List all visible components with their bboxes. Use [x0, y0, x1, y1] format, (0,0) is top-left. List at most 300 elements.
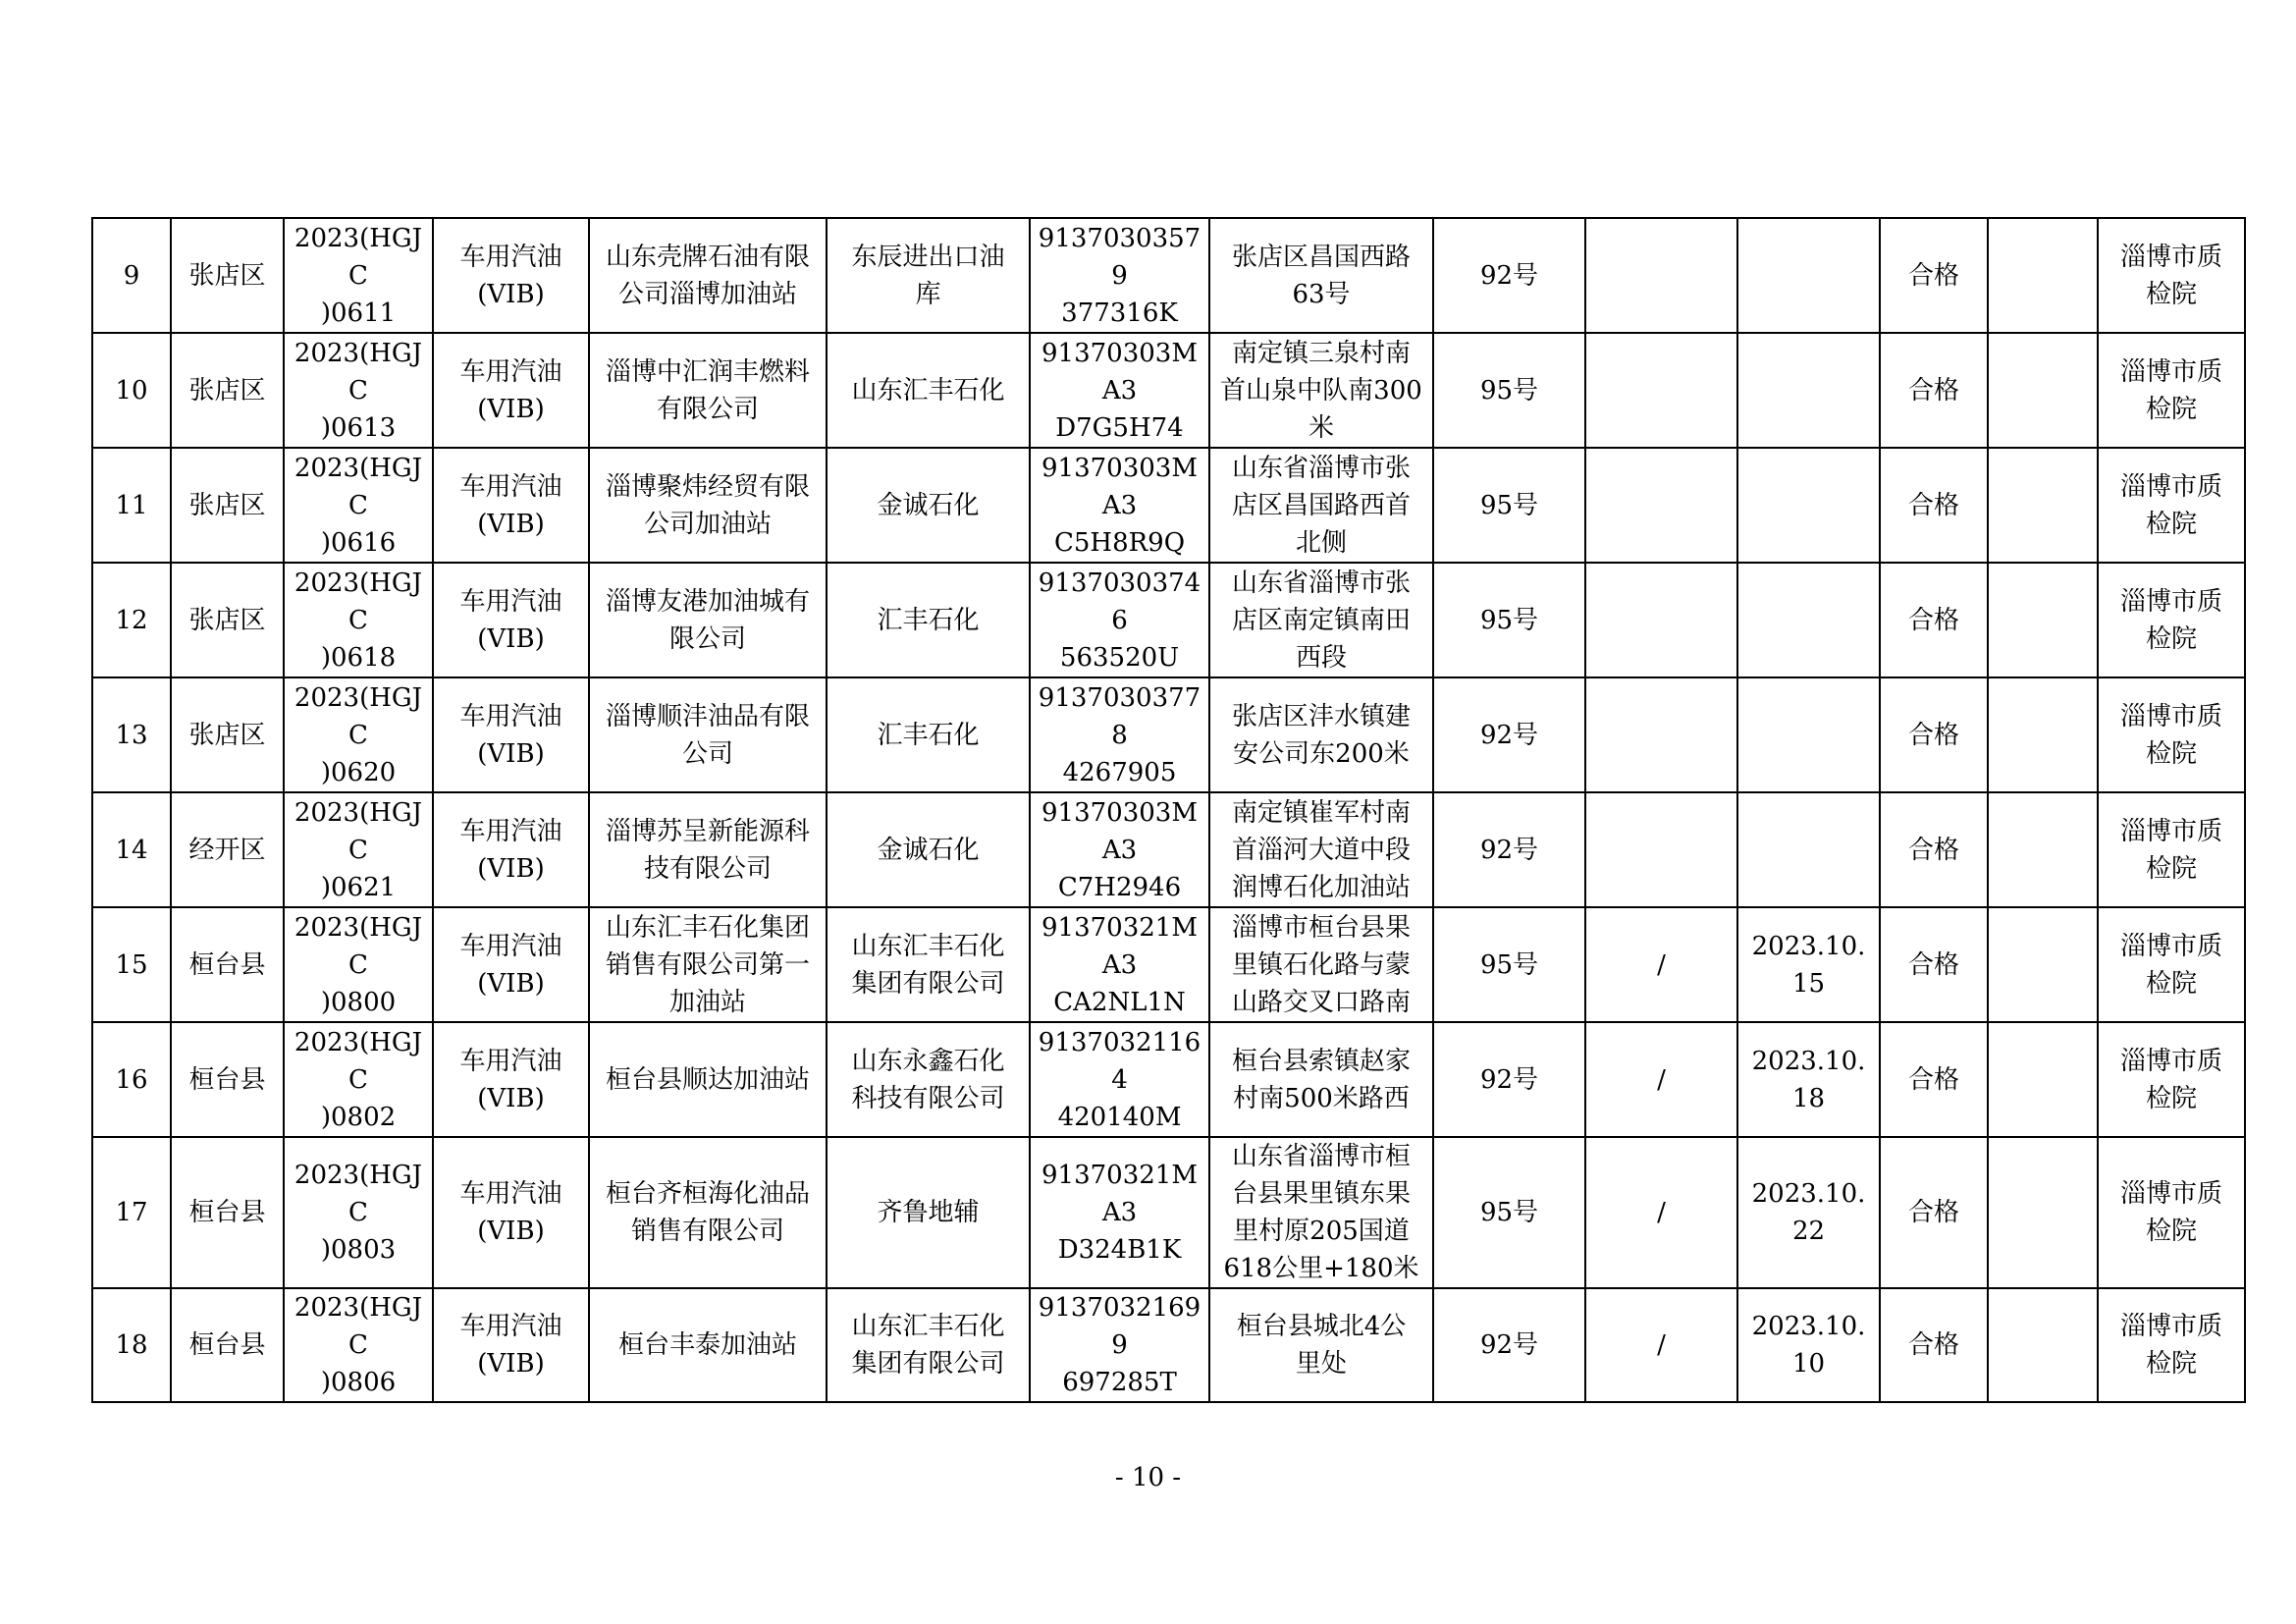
row-number: 17 — [92, 1137, 171, 1288]
company-name-cell — [589, 1137, 827, 1288]
result-cell: 合格 — [1880, 333, 1988, 448]
credit-code-cell-line: CA2NL1N — [1053, 987, 1186, 1017]
address-cell-line: 南定镇三泉村南 — [1231, 338, 1411, 368]
credit-code-cell-line: 420140M — [1057, 1102, 1182, 1132]
grade-cell: 92号 — [1433, 218, 1585, 333]
sample-code-cell-line: )0803 — [320, 1235, 397, 1265]
table-row — [92, 1022, 2245, 1137]
inspection-results-table — [91, 217, 2246, 1403]
company-name-cell-line: 公司加油站 — [643, 509, 772, 539]
table-row — [92, 563, 2245, 677]
product-cell — [433, 1137, 589, 1288]
result-cell: 合格 — [1880, 907, 1988, 1022]
remark-cell — [1988, 448, 2098, 563]
company-name-cell-line: 淄博顺沣油品有限 — [605, 701, 810, 731]
production-date-cell-line: 15 — [1791, 968, 1826, 999]
credit-code-cell — [1030, 1288, 1209, 1402]
product-cell-line: (VIB) — [477, 1217, 545, 1246]
agency-cell — [2098, 333, 2245, 448]
credit-code-cell-line: 91370321MA3 — [1041, 1161, 1198, 1227]
result-cell: 合格 — [1880, 563, 1988, 677]
product-cell — [433, 1288, 589, 1402]
agency-cell-line: 淄博市质 — [2119, 586, 2222, 617]
product-cell-line: (VIB) — [477, 1083, 545, 1113]
agency-cell-line: 淄博市质 — [2119, 242, 2222, 272]
company-name-cell — [589, 333, 827, 448]
address-cell-line: 米 — [1308, 412, 1334, 443]
sample-code-cell — [284, 448, 433, 563]
company-name-cell — [589, 218, 827, 333]
supplier-cell-line: 科技有限公司 — [851, 1083, 1005, 1113]
district-cell: 桓台县 — [171, 1022, 284, 1137]
supplier-cell — [827, 677, 1030, 792]
address-cell — [1209, 218, 1433, 333]
supplier-cell-line: 金诚石化 — [877, 490, 980, 520]
address-cell-line: 山东省淄博市桓 — [1231, 1142, 1411, 1171]
standard-cell — [1585, 563, 1737, 677]
result-cell: 合格 — [1880, 1022, 1988, 1137]
production-date-cell-line: 18 — [1791, 1083, 1826, 1113]
product-cell-line: 车用汽油 — [459, 242, 562, 272]
address-cell-line: 桓台县索镇赵家 — [1231, 1046, 1411, 1076]
supplier-cell — [827, 1288, 1030, 1402]
credit-code-cell — [1030, 907, 1209, 1022]
sample-code-cell — [284, 677, 433, 792]
production-date-cell-line: 2023.10. — [1751, 1179, 1866, 1209]
agency-cell-line: 淄博市质 — [2119, 471, 2222, 502]
grade-cell: 95号 — [1433, 448, 1585, 563]
production-date-cell — [1737, 1137, 1880, 1288]
address-cell-line: 北侧 — [1295, 527, 1347, 558]
agency-cell — [2098, 677, 2245, 792]
company-name-cell-line: 山东壳牌石油有限 — [605, 242, 810, 272]
address-cell-line: 店区南定镇南田 — [1231, 605, 1411, 635]
address-cell-line: 首山泉中队南300 — [1220, 375, 1422, 406]
row-number: 18 — [92, 1288, 171, 1402]
agency-cell — [2098, 907, 2245, 1022]
company-name-cell-line: 加油站 — [668, 987, 746, 1017]
production-date-cell-line: 2023.10. — [1751, 1046, 1866, 1076]
company-name-cell-line: 有限公司 — [656, 394, 759, 424]
grade-cell: 95号 — [1433, 1137, 1585, 1288]
address-cell — [1209, 448, 1433, 563]
credit-code-cell-line: 377316K — [1061, 298, 1178, 328]
agency-cell — [2098, 792, 2245, 907]
product-cell-line: 车用汽油 — [459, 816, 562, 846]
standard-cell — [1585, 218, 1737, 333]
table-row — [92, 1137, 2245, 1288]
agency-cell — [2098, 1288, 2245, 1402]
sample-code-cell-line: 2023(HGJC — [294, 223, 423, 291]
table-row — [92, 1288, 2245, 1402]
credit-code-cell-line: D324B1K — [1057, 1235, 1182, 1265]
credit-code-cell — [1030, 563, 1209, 677]
standard-cell: / — [1585, 907, 1737, 1022]
product-cell — [433, 1022, 589, 1137]
remark-cell — [1988, 218, 2098, 333]
supplier-cell-line: 金诚石化 — [877, 835, 980, 865]
product-cell — [433, 333, 589, 448]
standard-cell — [1585, 677, 1737, 792]
agency-cell-line: 检院 — [2145, 394, 2197, 424]
grade-cell: 95号 — [1433, 333, 1585, 448]
standard-cell — [1585, 792, 1737, 907]
production-date-cell-line: 10 — [1791, 1349, 1826, 1379]
production-date-cell — [1737, 218, 1880, 333]
production-date-cell — [1737, 792, 1880, 907]
sample-code-cell-line: )0800 — [320, 987, 397, 1017]
sample-code-cell-line: )0611 — [320, 298, 397, 328]
production-date-cell-line: 22 — [1791, 1217, 1826, 1246]
agency-cell — [2098, 448, 2245, 563]
production-date-cell — [1737, 448, 1880, 563]
district-cell: 张店区 — [171, 677, 284, 792]
district-cell: 张店区 — [171, 333, 284, 448]
agency-cell — [2098, 1137, 2245, 1288]
remark-cell — [1988, 1022, 2098, 1137]
product-cell-line: (VIB) — [477, 394, 545, 424]
production-date-cell-line: 2023.10. — [1751, 1312, 1866, 1341]
agency-cell-line: 检院 — [2145, 1217, 2197, 1246]
credit-code-cell-line: 91370303746 — [1038, 568, 1201, 635]
production-date-cell — [1737, 563, 1880, 677]
sample-code-cell-line: 2023(HGJC — [294, 912, 423, 980]
sample-code-cell-line: )0806 — [320, 1368, 397, 1397]
address-cell-line: 首淄河大道中段 — [1231, 835, 1411, 865]
remark-cell — [1988, 907, 2098, 1022]
product-cell-line: 车用汽油 — [459, 471, 562, 502]
credit-code-cell — [1030, 1137, 1209, 1288]
address-cell-line: 店区昌国路西首 — [1231, 490, 1411, 520]
supplier-cell — [827, 448, 1030, 563]
row-number: 12 — [92, 563, 171, 677]
address-cell — [1209, 333, 1433, 448]
product-cell-line: 车用汽油 — [459, 701, 562, 731]
sample-code-cell-line: )0618 — [320, 642, 397, 673]
product-cell — [433, 907, 589, 1022]
production-date-cell — [1737, 907, 1880, 1022]
agency-cell-line: 淄博市质 — [2119, 701, 2222, 731]
remark-cell — [1988, 792, 2098, 907]
product-cell-line: (VIB) — [477, 279, 545, 309]
table-row — [92, 792, 2245, 907]
address-cell-line: 村南500米路西 — [1233, 1083, 1410, 1113]
product-cell — [433, 792, 589, 907]
credit-code-cell-line: 91370321164 — [1038, 1027, 1201, 1095]
standard-cell: / — [1585, 1288, 1737, 1402]
agency-cell — [2098, 563, 2245, 677]
address-cell-line: 山路交叉口路南 — [1231, 987, 1411, 1017]
credit-code-cell-line: 91370303MA3 — [1041, 338, 1198, 406]
address-cell-line: 张店区昌国西路 — [1231, 242, 1411, 272]
product-cell-line: 车用汽油 — [459, 1046, 562, 1076]
district-cell: 张店区 — [171, 218, 284, 333]
address-cell — [1209, 907, 1433, 1022]
supplier-cell-line: 汇丰石化 — [877, 720, 980, 750]
address-cell-line: 台县果里镇东果 — [1231, 1179, 1411, 1209]
grade-cell: 92号 — [1433, 792, 1585, 907]
product-cell — [433, 563, 589, 677]
sample-code-cell-line: 2023(HGJC — [294, 568, 423, 635]
result-cell: 合格 — [1880, 218, 1988, 333]
district-cell: 张店区 — [171, 563, 284, 677]
credit-code-cell-line: 91370321699 — [1038, 1293, 1201, 1360]
supplier-cell — [827, 333, 1030, 448]
grade-cell: 92号 — [1433, 1022, 1585, 1137]
result-cell: 合格 — [1880, 448, 1988, 563]
address-cell-line: 淄博市桓台县果 — [1231, 912, 1411, 943]
credit-code-cell-line: 91370303778 — [1038, 682, 1201, 750]
address-cell-line: 润博石化加油站 — [1231, 872, 1411, 902]
agency-cell-line: 检院 — [2145, 509, 2197, 539]
company-name-cell-line: 限公司 — [668, 623, 746, 654]
row-number: 9 — [92, 218, 171, 333]
agency-cell — [2098, 1022, 2245, 1137]
production-date-cell — [1737, 677, 1880, 792]
production-date-cell-line: 2023.10. — [1751, 931, 1866, 961]
page-number: - 10 - — [1114, 1463, 1182, 1492]
sample-code-cell — [284, 1288, 433, 1402]
grade-cell: 95号 — [1433, 563, 1585, 677]
company-name-cell-line: 公司 — [681, 738, 733, 769]
sample-code-cell-line: )0613 — [320, 412, 397, 443]
supplier-cell — [827, 792, 1030, 907]
supplier-cell-line: 集团有限公司 — [851, 1349, 1005, 1379]
company-name-cell — [589, 907, 827, 1022]
grade-cell: 95号 — [1433, 907, 1585, 1022]
address-cell — [1209, 1288, 1433, 1402]
address-cell-line: 西段 — [1295, 642, 1347, 673]
company-name-cell-line: 销售有限公司 — [630, 1217, 784, 1246]
credit-code-cell-line: 91370321MA3 — [1041, 912, 1198, 980]
agency-cell-line: 检院 — [2145, 1083, 2197, 1113]
company-name-cell-line: 桓台齐桓海化油品 — [605, 1179, 810, 1209]
address-cell — [1209, 563, 1433, 677]
district-cell: 张店区 — [171, 448, 284, 563]
sample-code-cell-line: 2023(HGJC — [294, 453, 423, 520]
result-cell: 合格 — [1880, 1137, 1988, 1288]
product-cell-line: 车用汽油 — [459, 1179, 562, 1209]
supplier-cell — [827, 563, 1030, 677]
credit-code-cell-line: D7G5H74 — [1055, 412, 1184, 443]
address-cell-line: 安公司东200米 — [1233, 738, 1410, 769]
credit-code-cell-line: 4267905 — [1062, 757, 1177, 787]
agency-cell-line: 淄博市质 — [2119, 1179, 2222, 1209]
supplier-cell — [827, 907, 1030, 1022]
product-cell-line: (VIB) — [477, 738, 545, 769]
sample-code-cell — [284, 218, 433, 333]
sample-code-cell — [284, 563, 433, 677]
production-date-cell — [1737, 1022, 1880, 1137]
credit-code-cell — [1030, 333, 1209, 448]
product-cell-line: (VIB) — [477, 968, 545, 999]
product-cell-line: (VIB) — [477, 1349, 545, 1379]
table-row — [92, 677, 2245, 792]
remark-cell — [1988, 333, 2098, 448]
result-cell: 合格 — [1880, 792, 1988, 907]
sample-code-cell-line: 2023(HGJC — [294, 1293, 423, 1360]
row-number: 10 — [92, 333, 171, 448]
agency-cell-line: 淄博市质 — [2119, 1312, 2222, 1341]
agency-cell-line: 检院 — [2145, 1349, 2197, 1379]
sample-code-cell — [284, 1137, 433, 1288]
product-cell-line: 车用汽油 — [459, 931, 562, 961]
company-name-cell-line: 淄博苏呈新能源科 — [605, 816, 810, 846]
sample-code-cell — [284, 907, 433, 1022]
district-cell: 经开区 — [171, 792, 284, 907]
supplier-cell-line: 山东汇丰石化 — [851, 375, 1005, 406]
supplier-cell-line: 集团有限公司 — [851, 968, 1005, 999]
address-cell-line: 山东省淄博市张 — [1231, 453, 1411, 483]
company-name-cell-line: 公司淄博加油站 — [617, 279, 797, 309]
table-row — [92, 907, 2245, 1022]
agency-cell-line: 淄博市质 — [2119, 816, 2222, 846]
sample-code-cell-line: 2023(HGJC — [294, 1161, 423, 1227]
remark-cell — [1988, 563, 2098, 677]
credit-code-cell-line: 91370303579 — [1038, 223, 1201, 291]
table-row — [92, 448, 2245, 563]
credit-code-cell — [1030, 218, 1209, 333]
credit-code-cell-line: 91370303MA3 — [1041, 797, 1198, 865]
address-cell-line: 里镇石化路与蒙 — [1231, 949, 1411, 980]
company-name-cell — [589, 1022, 827, 1137]
agency-cell-line: 淄博市质 — [2119, 356, 2222, 387]
address-cell-line: 南定镇崔军村南 — [1231, 797, 1411, 828]
supplier-cell-line: 山东汇丰石化 — [851, 1312, 1005, 1341]
product-cell-line: (VIB) — [477, 853, 545, 884]
product-cell-line: (VIB) — [477, 623, 545, 654]
row-number: 13 — [92, 677, 171, 792]
address-cell — [1209, 1022, 1433, 1137]
sample-code-cell-line: )0621 — [320, 872, 397, 902]
agency-cell-line: 淄博市质 — [2119, 931, 2222, 961]
row-number: 15 — [92, 907, 171, 1022]
credit-code-cell — [1030, 448, 1209, 563]
remark-cell — [1988, 1288, 2098, 1402]
row-number: 11 — [92, 448, 171, 563]
company-name-cell-line: 山东汇丰石化集团 — [605, 912, 810, 943]
credit-code-cell-line: C7H2946 — [1057, 872, 1182, 902]
company-name-cell — [589, 563, 827, 677]
sample-code-cell-line: 2023(HGJC — [294, 682, 423, 750]
sample-code-cell-line: 2023(HGJC — [294, 797, 423, 865]
production-date-cell — [1737, 1288, 1880, 1402]
address-cell-line: 里村原205国道 — [1233, 1217, 1410, 1246]
sample-code-cell — [284, 792, 433, 907]
address-cell — [1209, 792, 1433, 907]
company-name-cell-line: 淄博友港加油城有 — [605, 586, 810, 617]
product-cell — [433, 677, 589, 792]
standard-cell — [1585, 333, 1737, 448]
credit-code-cell — [1030, 792, 1209, 907]
address-cell-line: 63号 — [1292, 279, 1351, 309]
credit-code-cell-line: C5H8R9Q — [1053, 527, 1186, 558]
row-number: 16 — [92, 1022, 171, 1137]
address-cell-line: 桓台县城北4公 — [1236, 1312, 1407, 1341]
agency-cell — [2098, 218, 2245, 333]
credit-code-cell-line: 563520U — [1059, 642, 1180, 673]
sample-code-cell — [284, 1022, 433, 1137]
supplier-cell — [827, 218, 1030, 333]
address-cell — [1209, 677, 1433, 792]
standard-cell: / — [1585, 1137, 1737, 1288]
sample-code-cell-line: 2023(HGJC — [294, 338, 423, 406]
agency-cell-line: 淄博市质 — [2119, 1046, 2222, 1076]
agency-cell-line: 检院 — [2145, 968, 2197, 999]
company-name-cell-line: 桓台县顺达加油站 — [605, 1064, 810, 1095]
remark-cell — [1988, 1137, 2098, 1288]
supplier-cell-line: 齐鲁地辅 — [877, 1198, 980, 1227]
result-cell: 合格 — [1880, 677, 1988, 792]
supplier-cell-line: 山东永鑫石化 — [851, 1046, 1005, 1076]
production-date-cell — [1737, 333, 1880, 448]
row-number: 14 — [92, 792, 171, 907]
standard-cell — [1585, 448, 1737, 563]
supplier-cell-line: 山东汇丰石化 — [851, 931, 1005, 961]
credit-code-cell — [1030, 1022, 1209, 1137]
company-name-cell — [589, 677, 827, 792]
agency-cell-line: 检院 — [2145, 623, 2197, 654]
table-row — [92, 333, 2245, 448]
product-cell-line: 车用汽油 — [459, 586, 562, 617]
sample-code-cell-line: 2023(HGJC — [294, 1027, 423, 1095]
district-cell: 桓台县 — [171, 907, 284, 1022]
agency-cell-line: 检院 — [2145, 853, 2197, 884]
agency-cell-line: 检院 — [2145, 279, 2197, 309]
product-cell-line: (VIB) — [477, 509, 545, 539]
company-name-cell — [589, 1288, 827, 1402]
grade-cell: 92号 — [1433, 677, 1585, 792]
product-cell-line: 车用汽油 — [459, 1312, 562, 1341]
grade-cell: 92号 — [1433, 1288, 1585, 1402]
sample-code-cell-line: )0620 — [320, 757, 397, 787]
company-name-cell-line: 销售有限公司第一 — [605, 949, 810, 980]
sample-code-cell-line: )0802 — [320, 1102, 397, 1132]
agency-cell-line: 检院 — [2145, 738, 2197, 769]
result-cell: 合格 — [1880, 1288, 1988, 1402]
company-name-cell-line: 淄博聚炜经贸有限 — [605, 471, 810, 502]
product-cell — [433, 218, 589, 333]
company-name-cell-line: 桓台丰泰加油站 — [617, 1330, 797, 1360]
company-name-cell — [589, 448, 827, 563]
district-cell: 桓台县 — [171, 1137, 284, 1288]
credit-code-cell-line: 697285T — [1062, 1368, 1177, 1397]
address-cell-line: 张店区沣水镇建 — [1231, 701, 1411, 731]
supplier-cell-line: 汇丰石化 — [877, 605, 980, 635]
standard-cell: / — [1585, 1022, 1737, 1137]
company-name-cell-line: 技有限公司 — [643, 853, 772, 884]
credit-code-cell-line: 91370303MA3 — [1041, 453, 1198, 520]
address-cell-line: 山东省淄博市张 — [1231, 568, 1411, 598]
sample-code-cell — [284, 333, 433, 448]
address-cell — [1209, 1137, 1433, 1288]
address-cell-line: 里处 — [1295, 1349, 1347, 1379]
supplier-cell-line: 库 — [915, 279, 941, 309]
table-row — [92, 218, 2245, 333]
remark-cell — [1988, 677, 2098, 792]
company-name-cell — [589, 792, 827, 907]
credit-code-cell — [1030, 677, 1209, 792]
supplier-cell — [827, 1022, 1030, 1137]
address-cell-line: 618公里+180米 — [1223, 1254, 1419, 1283]
product-cell — [433, 448, 589, 563]
district-cell: 桓台县 — [171, 1288, 284, 1402]
product-cell-line: 车用汽油 — [459, 356, 562, 387]
supplier-cell-line: 东辰进出口油 — [851, 242, 1005, 272]
supplier-cell — [827, 1137, 1030, 1288]
company-name-cell-line: 淄博中汇润丰燃料 — [605, 356, 810, 387]
sample-code-cell-line: )0616 — [320, 527, 397, 558]
